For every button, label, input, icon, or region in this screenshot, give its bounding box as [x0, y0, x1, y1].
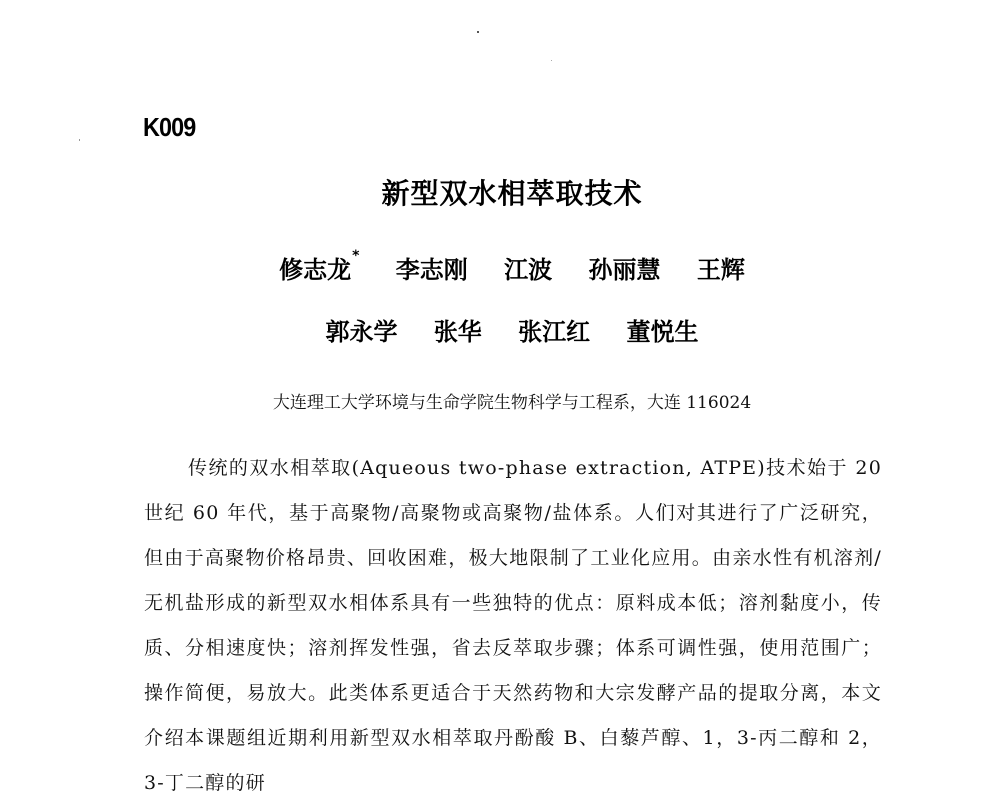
author-name: 修志龙 [279, 256, 352, 284]
author-name: 江波 [504, 256, 553, 284]
author [325, 312, 397, 347]
author [697, 250, 745, 285]
author [279, 250, 359, 285]
scan-speck [477, 31, 479, 33]
abstract-body [144, 446, 882, 806]
author-name: 郭永学 [325, 318, 398, 346]
abstract-paragraph: 传统的双水相萃取(Aqueous two-phase extraction, ATPE)技术始于 20 世纪 60 年代，基于高聚物/高聚物或高聚物/盐体系。人们对其进行了广泛研究，但由于高聚物价格昂贵、回收困难，极大地限制了工业化应用。由亲水性有机溶剂/无机盐形成的新型双水相体系具有一些独特的优点：原料成本低；溶剂黏度小，传质、分相速度快；溶剂挥发性强，省去反萃取步骤；体系可调性强，使用范围广；操作简便，易放大。此类体系更适合于天然药物和大宗发酵产品的提取分离，本文介绍本课题组近期利用新型双水相萃取丹酚酸 B、白藜芦醇、1，3-丙二醇和 2，3-丁二醇的研 [144, 457, 882, 794]
affiliation: 大连理工大学环境与生命学院生物科学与工程系，大连 116024 [272, 393, 752, 413]
author-name: 董悦生 [626, 318, 699, 346]
author-name: 王辉 [696, 256, 745, 284]
author-list-row-1 [0, 250, 1000, 285]
author [589, 250, 661, 285]
author-name: 张华 [433, 318, 482, 346]
author-list-row-2 [0, 312, 1000, 347]
author-name: 孙丽慧 [588, 256, 661, 284]
author [627, 312, 699, 347]
corresponding-author-mark: * [352, 248, 360, 264]
author-name: 张江红 [518, 318, 591, 346]
scan-speck [79, 139, 80, 141]
author [434, 312, 482, 347]
author [396, 250, 468, 285]
paper-title: 新型双水相萃取技术 [381, 177, 643, 210]
author [504, 250, 552, 285]
author-name: 李志刚 [395, 256, 468, 284]
scan-speck [551, 60, 552, 61]
author [518, 312, 590, 347]
paper-code: K009 [143, 112, 196, 142]
